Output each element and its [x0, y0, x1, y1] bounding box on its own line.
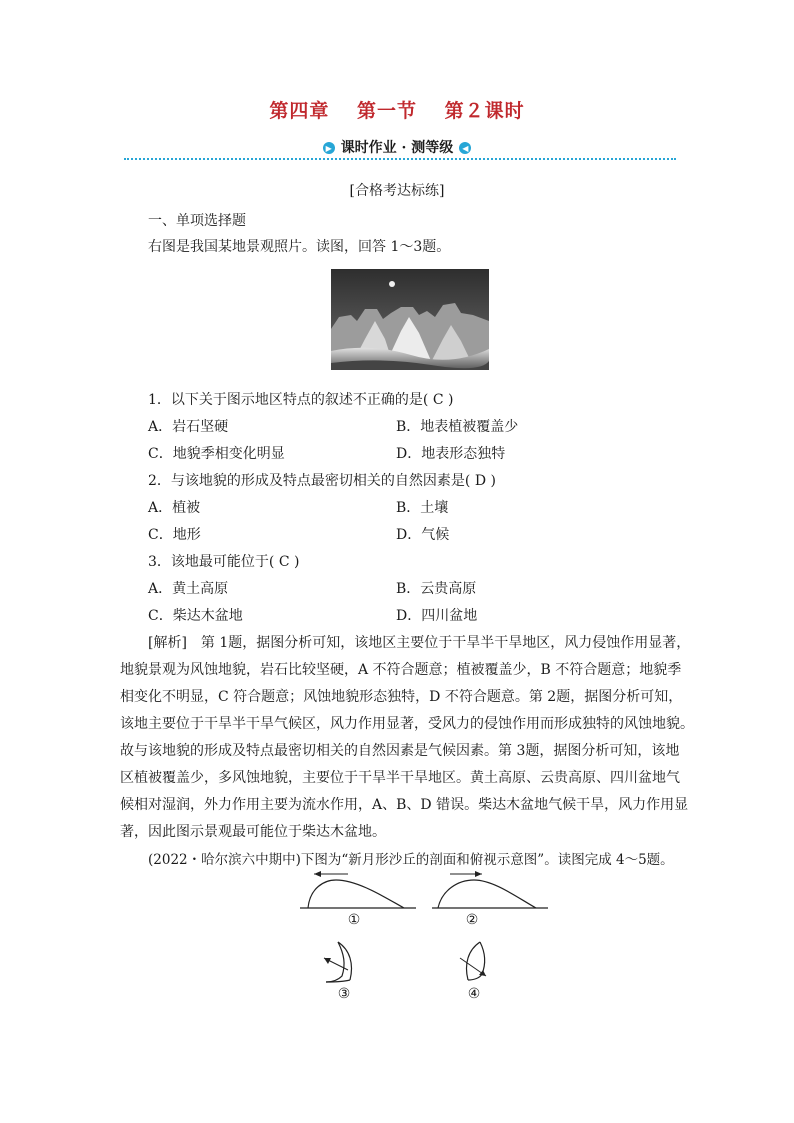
option-d: D．气候 [396, 527, 450, 543]
option-a: A．岩石坚硬 [148, 419, 229, 435]
analysis-line: 地貌景观为风蚀地貌，岩石比较坚硬，A 不符合题意；植被覆盖少，B 不符合题意；地貌季 [120, 662, 682, 678]
question-stem: 3．该地最可能位于( C ) [148, 554, 300, 570]
analysis-line: 著，因此图示景观最可能位于柴达木盆地。 [120, 824, 386, 840]
arrow-right-icon: ▶ [323, 142, 335, 154]
figure-label-2: ② [465, 912, 479, 928]
page-title [0, 96, 794, 123]
analysis-line: 区植被覆盖少，多风蚀地貌，主要位于干旱半干旱地区。黄土高原、云贵高原、四川盆地气 [120, 770, 680, 786]
dune-profile-2 [428, 868, 552, 932]
banner-label: 课时作业 · 测等级 [340, 140, 454, 156]
landscape-photo [331, 269, 489, 370]
figure-label-4: ④ [467, 986, 481, 1002]
dotted-divider [124, 158, 676, 160]
arrow-left-icon: ◀ [459, 142, 471, 154]
analysis-line: 该地主要位于干旱半干旱气候区，风力作用显著，受风力的侵蚀作用而形成独特的风蚀地貌。 [120, 716, 694, 732]
question-stem: 1．以下关于图示地区特点的叙述不正确的是( C ) [148, 392, 454, 408]
lesson-label: 第２课时 [444, 100, 525, 122]
next-question-intro: (2022・哈尔滨六中期中)下图为“新月形沙丘的剖面和俯视示意图”。读图完成 4～5题。 [148, 852, 674, 868]
question-intro: 右图是我国某地景观照片。读图，回答 1～3题。 [148, 239, 451, 255]
option-c: C．柴达木盆地 [148, 608, 243, 624]
option-d: D．地表形态独特 [396, 446, 506, 462]
analysis-line: 故与该地貌的形成及特点最密切相关的自然因素是气候因素。第 3题，据图分析可知，该地 [120, 743, 680, 759]
figure-label-1: ① [347, 912, 361, 928]
option-b: B．云贵高原 [396, 581, 477, 597]
section-heading: [合格考达标练] [349, 183, 445, 199]
option-a: A．黄土高原 [148, 581, 229, 597]
analysis-line: 候相对湿润，外力作用主要为流水作用，A、B、D 错误。柴达木盆地气候干旱，风力作用显 [120, 797, 689, 813]
section-label: 第一节 [356, 100, 417, 122]
option-b: B．土壤 [396, 500, 449, 516]
option-b: B．地表植被覆盖少 [396, 419, 519, 435]
dune-plan-3 [316, 940, 366, 988]
question-stem: 2．与该地貌的形成及特点最密切相关的自然因素是( D ) [148, 473, 496, 489]
homework-banner [0, 137, 794, 161]
chapter-label: 第四章 [269, 100, 330, 122]
option-d: D．四川盆地 [396, 608, 478, 624]
analysis-line: [解析] 第 1题，据图分析可知，该地区主要位于干旱半干旱地区，风力侵蚀作用显著， [148, 635, 691, 651]
option-c: C．地形 [148, 527, 201, 543]
dune-plan-4 [452, 940, 502, 988]
option-a: A．植被 [148, 500, 201, 516]
part-title: 一、单项选择题 [148, 213, 246, 229]
figure-label-3: ③ [337, 986, 351, 1002]
analysis-line: 相变化不明显，C 符合题意；风蚀地貌形态独特，D 不符合题意。第 2题，据图分析可知， [120, 689, 683, 705]
option-c: C．地貌季相变化明显 [148, 446, 285, 462]
